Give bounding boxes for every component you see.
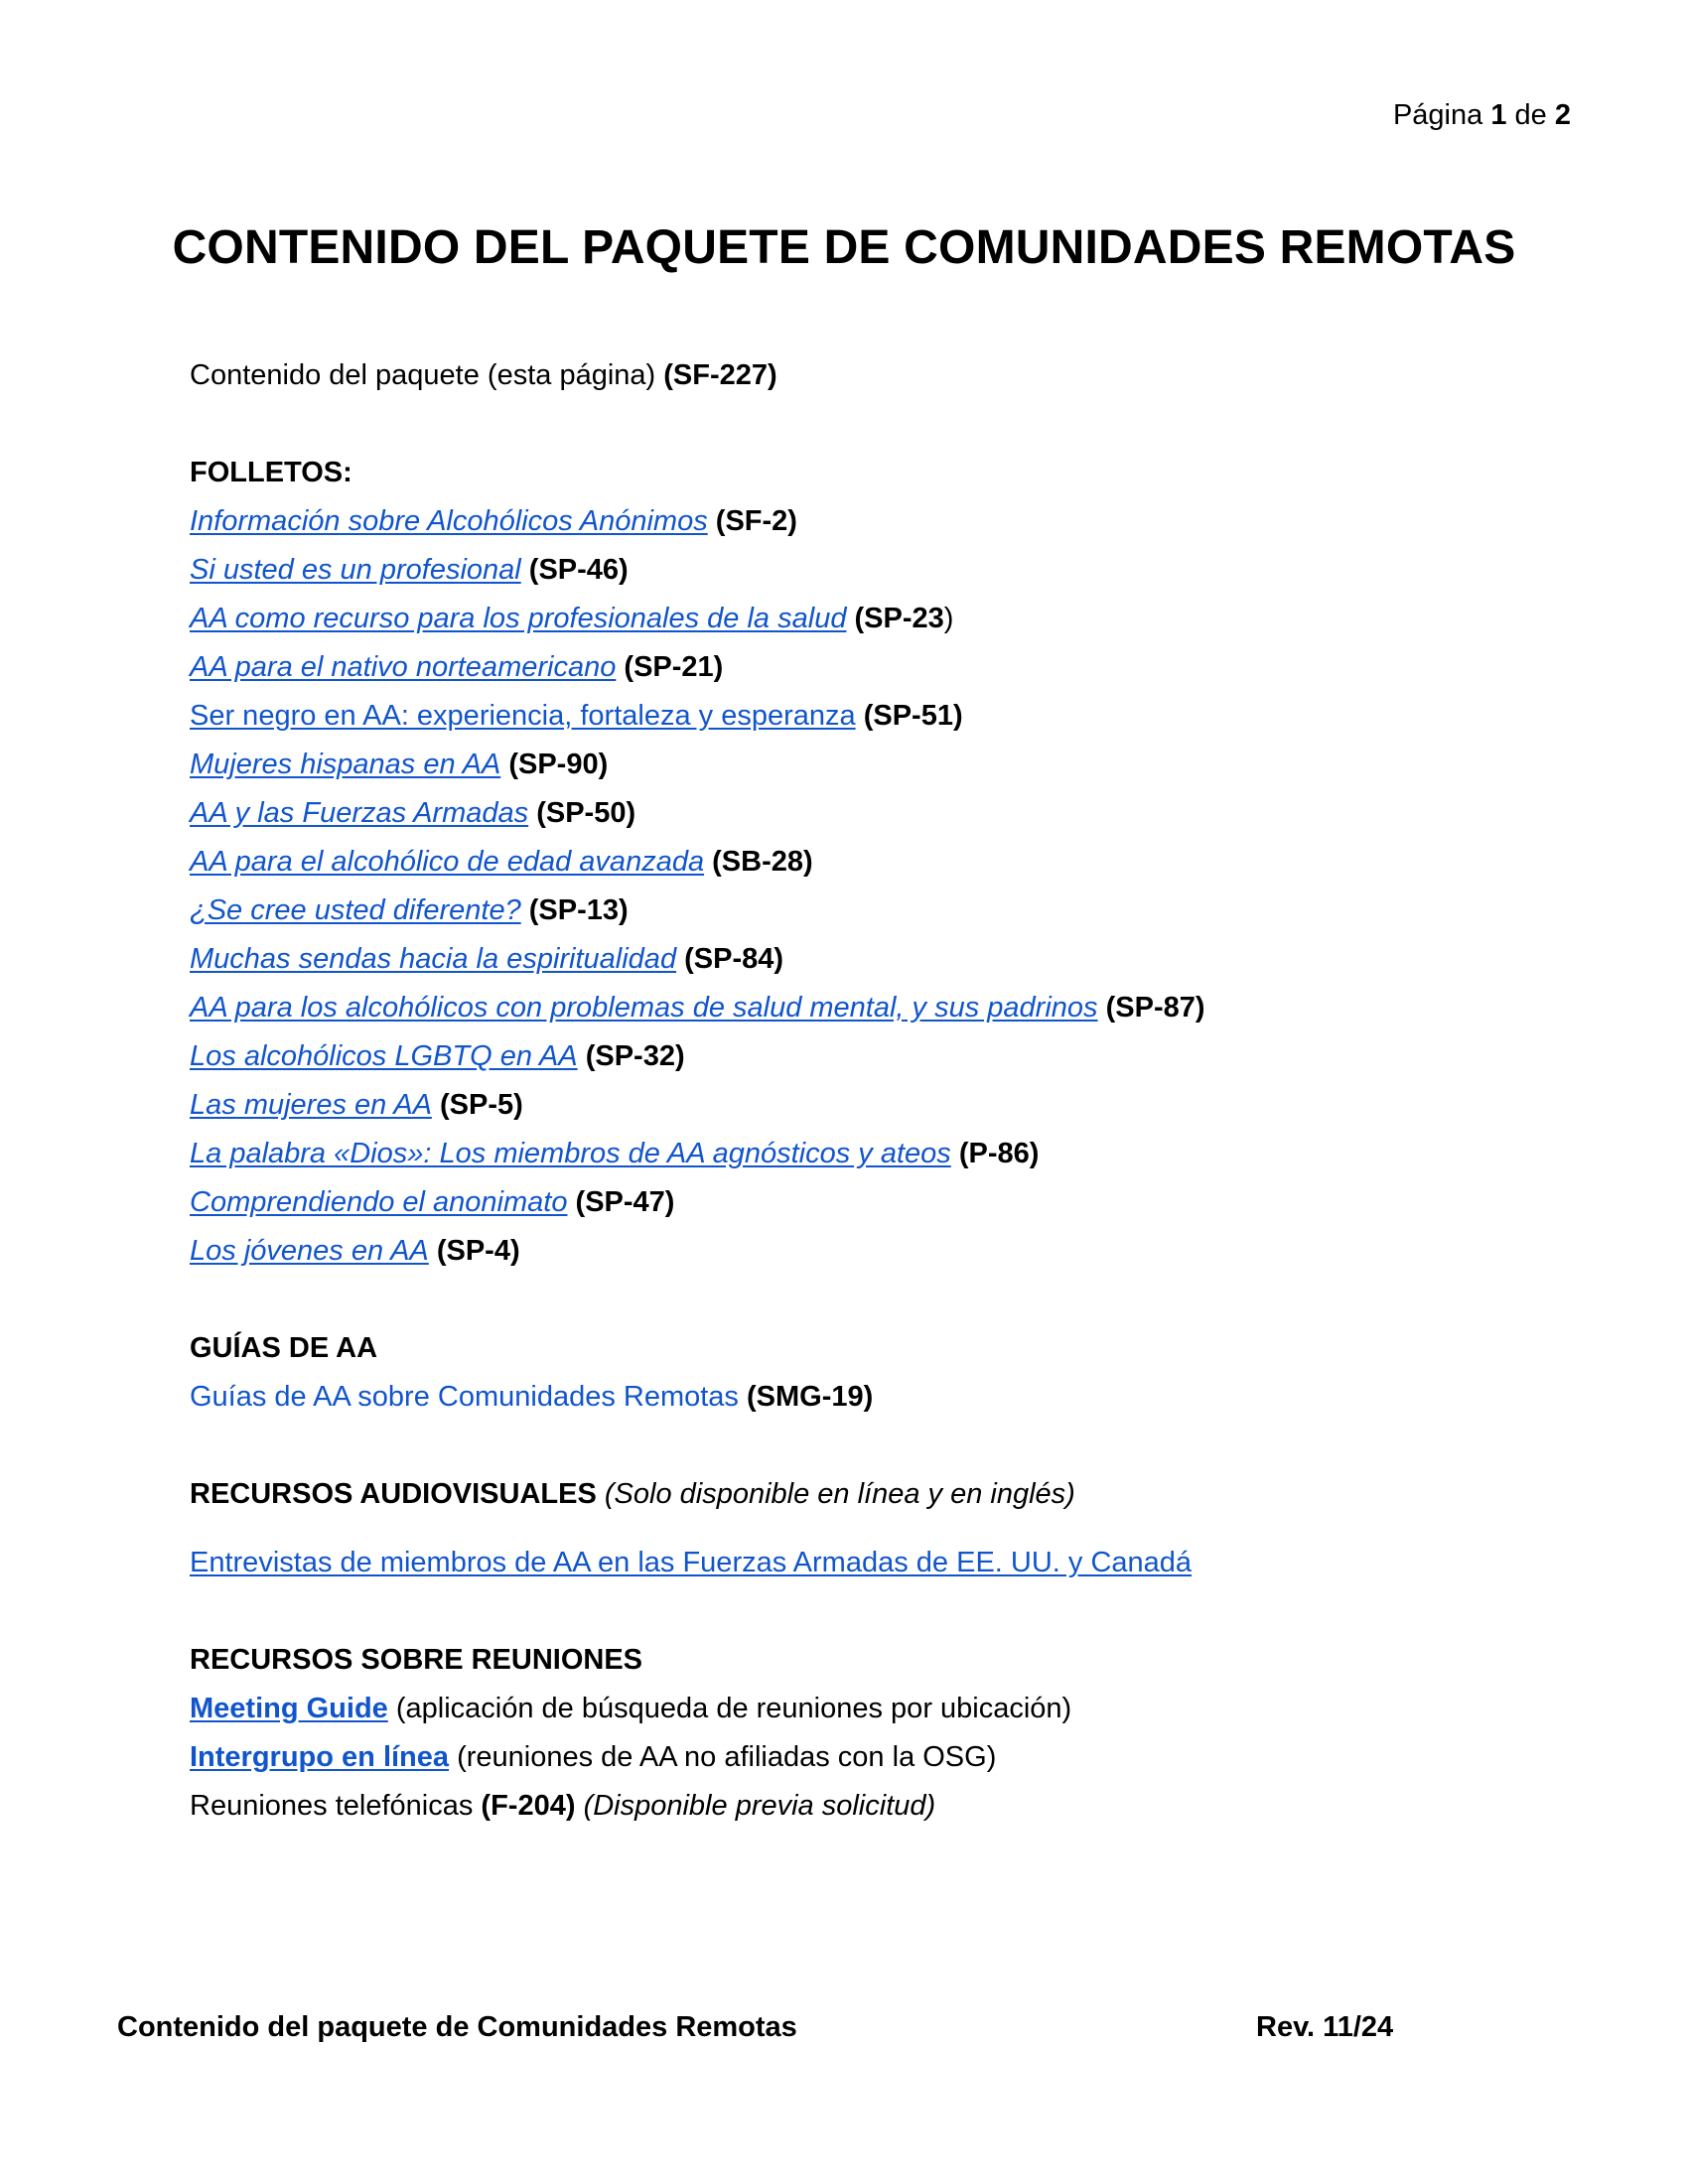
audiovisuales-heading-line bbox=[190, 1470, 1560, 1519]
guias-link[interactable]: Guías de AA sobre Comunidades Remotas bbox=[190, 1381, 739, 1413]
footer-document-name: Contenido del paquete de Comunidades Remotas bbox=[117, 2011, 797, 2043]
reuniones-heading: RECURSOS SOBRE REUNIONES bbox=[190, 1644, 643, 1676]
intro-line bbox=[190, 351, 1560, 400]
folleto-link[interactable]: AA y las Fuerzas Armadas bbox=[190, 797, 529, 829]
folleto-code: (SP-21) bbox=[624, 651, 724, 683]
guias-code: (SMG-19) bbox=[747, 1381, 874, 1413]
folleto-code: (SP-23 bbox=[854, 603, 944, 634]
list-item bbox=[190, 1130, 1560, 1178]
list-item bbox=[190, 546, 1560, 595]
folleto-code: (P-86) bbox=[958, 1138, 1040, 1169]
folleto-link[interactable]: Ser negro en AA: experiencia, fortaleza y esperanza bbox=[190, 700, 856, 732]
list-item bbox=[190, 984, 1560, 1032]
intro-code: (SF-227) bbox=[663, 359, 777, 391]
list-item bbox=[190, 497, 1560, 546]
folleto-link[interactable]: Las mujeres en AA bbox=[190, 1089, 432, 1121]
folleto-code: (SP-46) bbox=[528, 554, 629, 586]
folleto-code: (SP-13) bbox=[528, 894, 629, 926]
folleto-code: (SP-47) bbox=[575, 1186, 675, 1218]
telefonicas-text: Reuniones telefónicas bbox=[190, 1790, 474, 1822]
folleto-code-tail: ) bbox=[943, 603, 954, 634]
folleto-code: (SP-32) bbox=[585, 1040, 685, 1072]
telefonicas-note: (Disponible previa solicitud) bbox=[583, 1790, 936, 1822]
folleto-code: (SP-90) bbox=[508, 749, 609, 780]
folleto-link[interactable]: AA para el alcohólico de edad avanzada bbox=[190, 846, 705, 878]
folleto-link[interactable]: Muchas sendas hacia la espiritualidad bbox=[190, 943, 677, 975]
folleto-code: (SB-28) bbox=[712, 846, 813, 878]
folletos-heading: FOLLETOS: bbox=[190, 457, 352, 488]
list-item bbox=[190, 935, 1560, 984]
entrevistas-link[interactable]: Entrevistas de miembros de AA en las Fuerzas Armadas de EE. UU. y Canadá bbox=[190, 1547, 1193, 1578]
audiovisuales-heading: RECURSOS AUDIOVISUALES bbox=[190, 1478, 597, 1510]
list-item bbox=[190, 1227, 1560, 1276]
list-item bbox=[190, 887, 1560, 935]
folleto-code: (SP-84) bbox=[684, 943, 784, 975]
folletos-list bbox=[190, 497, 1560, 1276]
folleto-link[interactable]: Información sobre Alcohólicos Anónimos bbox=[190, 505, 708, 537]
folleto-link[interactable]: AA como recurso para los profesionales de la salud bbox=[190, 603, 847, 634]
list-item bbox=[190, 595, 1560, 643]
folleto-link[interactable]: AA para el nativo norteamericano bbox=[190, 651, 617, 683]
folleto-link[interactable]: ¿Se cree usted diferente? bbox=[190, 894, 521, 926]
folleto-link[interactable]: Comprendiendo el anonimato bbox=[190, 1186, 568, 1218]
intergrupo-desc: (reuniones de AA no afiliadas con la OSG) bbox=[457, 1741, 997, 1773]
audiovisuales-item bbox=[190, 1539, 1560, 1587]
folleto-code: (SF-2) bbox=[715, 505, 797, 537]
list-item bbox=[190, 789, 1560, 838]
guias-item bbox=[190, 1373, 1560, 1422]
intergrupo-link[interactable]: Intergrupo en línea bbox=[190, 1741, 450, 1773]
telefonicas-code: (F-204) bbox=[481, 1790, 576, 1822]
page-current: 1 bbox=[1490, 99, 1507, 131]
telefonicas-item bbox=[190, 1782, 1560, 1831]
page-number bbox=[1393, 99, 1571, 132]
folleto-link[interactable]: La palabra «Dios»: Los miembros de AA agnósticos y ateos bbox=[190, 1138, 951, 1169]
meeting-guide-link[interactable]: Meeting Guide bbox=[190, 1693, 388, 1724]
intergrupo-item bbox=[190, 1733, 1560, 1782]
folleto-code: (SP-50) bbox=[536, 797, 636, 829]
folleto-link[interactable]: Mujeres hispanas en AA bbox=[190, 749, 501, 780]
folleto-link[interactable]: Los jóvenes en AA bbox=[190, 1235, 429, 1267]
audiovisuales-note: (Solo disponible en línea y en inglés) bbox=[604, 1478, 1075, 1510]
list-item bbox=[190, 1032, 1560, 1081]
list-item bbox=[190, 1178, 1560, 1227]
folleto-link[interactable]: Los alcohólicos LGBTQ en AA bbox=[190, 1040, 578, 1072]
page-of: de bbox=[1514, 99, 1547, 131]
page-total: 2 bbox=[1554, 99, 1571, 131]
folleto-code: (SP-87) bbox=[1105, 992, 1205, 1024]
list-item bbox=[190, 838, 1560, 887]
intro-text: Contenido del paquete (esta página) bbox=[190, 359, 656, 391]
folleto-code: (SP-4) bbox=[436, 1235, 520, 1267]
list-item bbox=[190, 643, 1560, 692]
folleto-link[interactable]: AA para los alcohólicos con problemas de salud mental, y sus padrinos bbox=[190, 992, 1098, 1024]
folleto-code: (SP-5) bbox=[440, 1089, 523, 1121]
meeting-guide-item bbox=[190, 1685, 1560, 1733]
page-title: CONTENIDO DEL PAQUETE DE COMUNIDADES REMOTAS bbox=[172, 221, 1516, 274]
page-label: Página bbox=[1392, 99, 1483, 131]
folleto-code: (SP-51) bbox=[863, 700, 963, 732]
list-item bbox=[190, 692, 1560, 741]
meeting-guide-desc: (aplicación de búsqueda de reuniones por ubicación) bbox=[395, 1693, 1072, 1724]
folleto-link[interactable]: Si usted es un profesional bbox=[190, 554, 521, 586]
guias-heading: GUÍAS DE AA bbox=[190, 1332, 378, 1364]
document-body bbox=[190, 351, 1560, 1831]
list-item bbox=[190, 741, 1560, 789]
list-item bbox=[190, 1081, 1560, 1130]
footer-revision: Rev. 11/24 bbox=[1256, 2011, 1394, 2043]
